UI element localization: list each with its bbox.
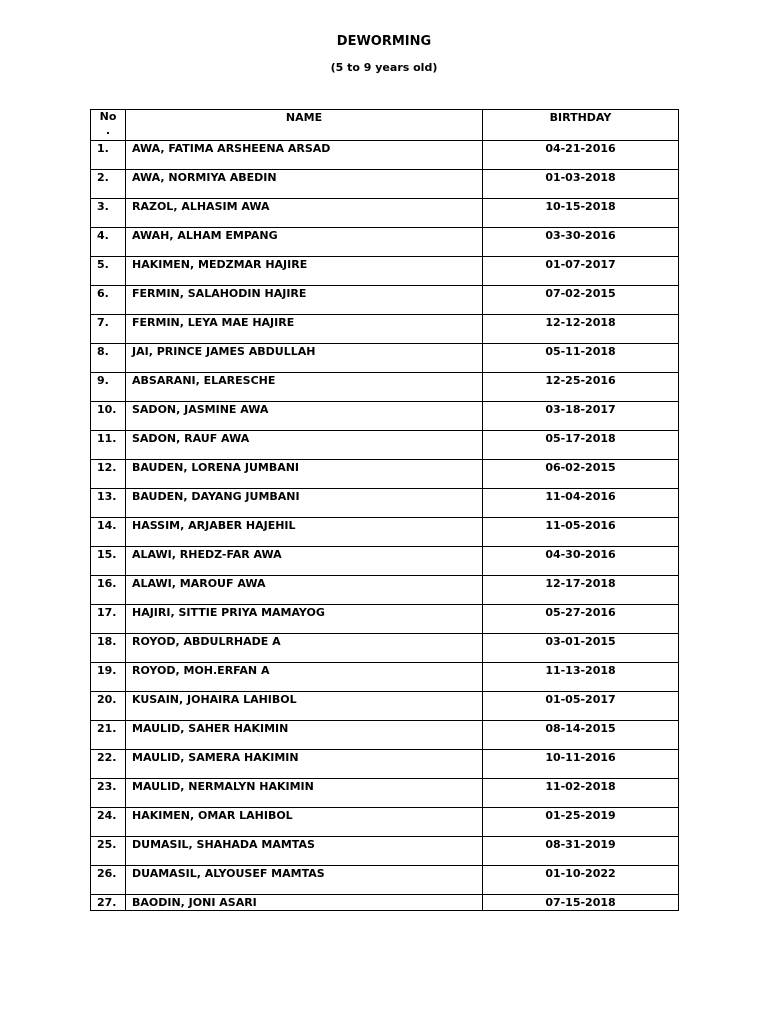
child-name: MAULID, NERMALYN HAKIMIN — [126, 779, 483, 808]
child-birthday: 12-12-2018 — [483, 315, 679, 344]
child-name: JAI, PRINCE JAMES ABDULLAH — [126, 344, 483, 373]
child-birthday: 10-15-2018 — [483, 199, 679, 228]
table-row — [91, 373, 679, 402]
table-row — [91, 663, 679, 692]
child-birthday: 06-02-2015 — [483, 460, 679, 489]
table-row — [91, 344, 679, 373]
child-name: HAKIMEN, MEDZMAR HAJIRE — [126, 257, 483, 286]
child-birthday: 01-05-2017 — [483, 692, 679, 721]
child-name: DUAMASIL, ALYOUSEF MAMTAS — [126, 866, 483, 895]
table-row — [91, 750, 679, 779]
row-number: 15. — [91, 547, 126, 576]
child-birthday: 08-14-2015 — [483, 721, 679, 750]
child-birthday: 12-17-2018 — [483, 576, 679, 605]
row-number: 19. — [91, 663, 126, 692]
row-number: 22. — [91, 750, 126, 779]
child-name: ROYOD, MOH.ERFAN A — [126, 663, 483, 692]
child-birthday: 04-21-2016 — [483, 141, 679, 170]
table-row — [91, 315, 679, 344]
table-row — [91, 199, 679, 228]
table-row — [91, 518, 679, 547]
table-row — [91, 576, 679, 605]
child-birthday: 01-07-2017 — [483, 257, 679, 286]
column-header-name: NAME — [126, 110, 483, 141]
child-name: SADON, RAUF AWA — [126, 431, 483, 460]
deworming-table — [90, 109, 679, 911]
table-row — [91, 402, 679, 431]
child-birthday: 05-27-2016 — [483, 605, 679, 634]
row-number: 9. — [91, 373, 126, 402]
child-name: FERMIN, SALAHODIN HAJIRE — [126, 286, 483, 315]
row-number: 11. — [91, 431, 126, 460]
child-name: ALAWI, MAROUF AWA — [126, 576, 483, 605]
table-row — [91, 837, 679, 866]
child-birthday: 11-04-2016 — [483, 489, 679, 518]
child-name: KUSAIN, JOHAIRA LAHIBOL — [126, 692, 483, 721]
row-number: 1. — [91, 141, 126, 170]
child-name: AWA, NORMIYA ABEDIN — [126, 170, 483, 199]
child-birthday: 01-10-2022 — [483, 866, 679, 895]
row-number: 16. — [91, 576, 126, 605]
child-name: AWAH, ALHAM EMPANG — [126, 228, 483, 257]
row-number: 4. — [91, 228, 126, 257]
row-number: 23. — [91, 779, 126, 808]
child-birthday: 07-15-2018 — [483, 895, 679, 911]
table-row — [91, 228, 679, 257]
column-header-no: No . — [91, 110, 126, 141]
child-name: RAZOL, ALHASIM AWA — [126, 199, 483, 228]
row-number: 20. — [91, 692, 126, 721]
row-number: 6. — [91, 286, 126, 315]
child-name: FERMIN, LEYA MAE HAJIRE — [126, 315, 483, 344]
child-name: MAULID, SAHER HAKIMIN — [126, 721, 483, 750]
row-number: 25. — [91, 837, 126, 866]
child-birthday: 04-30-2016 — [483, 547, 679, 576]
child-birthday: 11-02-2018 — [483, 779, 679, 808]
column-header-birthday: BIRTHDAY — [483, 110, 679, 141]
row-number: 2. — [91, 170, 126, 199]
child-birthday: 07-02-2015 — [483, 286, 679, 315]
table-row — [91, 286, 679, 315]
table-row — [91, 721, 679, 750]
row-number: 3. — [91, 199, 126, 228]
row-number: 18. — [91, 634, 126, 663]
table-header-row — [91, 110, 679, 141]
table-row — [91, 141, 679, 170]
child-name: ALAWI, RHEDZ-FAR AWA — [126, 547, 483, 576]
child-birthday: 03-01-2015 — [483, 634, 679, 663]
row-number: 13. — [91, 489, 126, 518]
row-number: 12. — [91, 460, 126, 489]
table-row — [91, 692, 679, 721]
table-row — [91, 170, 679, 199]
row-number: 17. — [91, 605, 126, 634]
child-birthday: 05-17-2018 — [483, 431, 679, 460]
row-number: 10. — [91, 402, 126, 431]
child-name: HASSIM, ARJABER HAJEHIL — [126, 518, 483, 547]
child-name: HAKIMEN, OMAR LAHIBOL — [126, 808, 483, 837]
row-number: 27. — [91, 895, 126, 911]
table-row — [91, 257, 679, 286]
row-number: 24. — [91, 808, 126, 837]
child-name: HAJIRI, SITTIE PRIYA MAMAYOG — [126, 605, 483, 634]
document-title: DEWORMING — [336, 34, 432, 49]
table-row — [91, 895, 679, 911]
table-row — [91, 779, 679, 808]
child-name: AWA, FATIMA ARSHEENA ARSAD — [126, 141, 483, 170]
child-name: ROYOD, ABDULRHADE A — [126, 634, 483, 663]
child-name: MAULID, SAMERA HAKIMIN — [126, 750, 483, 779]
child-name: SADON, JASMINE AWA — [126, 402, 483, 431]
table-body — [91, 141, 679, 911]
table-row — [91, 431, 679, 460]
child-name: DUMASIL, SHAHADA MAMTAS — [126, 837, 483, 866]
table-row — [91, 634, 679, 663]
row-number: 8. — [91, 344, 126, 373]
child-birthday: 05-11-2018 — [483, 344, 679, 373]
child-birthday: 08-31-2019 — [483, 837, 679, 866]
child-birthday: 01-25-2019 — [483, 808, 679, 837]
row-number: 26. — [91, 866, 126, 895]
table-row — [91, 808, 679, 837]
table-row — [91, 489, 679, 518]
row-number: 21. — [91, 721, 126, 750]
child-birthday: 10-11-2016 — [483, 750, 679, 779]
table-row — [91, 866, 679, 895]
child-name: BAODIN, JONI ASARI — [126, 895, 483, 911]
child-birthday: 11-13-2018 — [483, 663, 679, 692]
child-birthday: 12-25-2016 — [483, 373, 679, 402]
child-birthday: 03-30-2016 — [483, 228, 679, 257]
table-row — [91, 547, 679, 576]
child-name: ABSARANI, ELARESCHE — [126, 373, 483, 402]
child-birthday: 11-05-2016 — [483, 518, 679, 547]
row-number: 14. — [91, 518, 126, 547]
document-subtitle: (5 to 9 years old) — [330, 61, 438, 74]
child-birthday: 01-03-2018 — [483, 170, 679, 199]
child-name: BAUDEN, LORENA JUMBANI — [126, 460, 483, 489]
table-row — [91, 605, 679, 634]
row-number: 5. — [91, 257, 126, 286]
row-number: 7. — [91, 315, 126, 344]
child-birthday: 03-18-2017 — [483, 402, 679, 431]
table-row — [91, 460, 679, 489]
child-name: BAUDEN, DAYANG JUMBANI — [126, 489, 483, 518]
